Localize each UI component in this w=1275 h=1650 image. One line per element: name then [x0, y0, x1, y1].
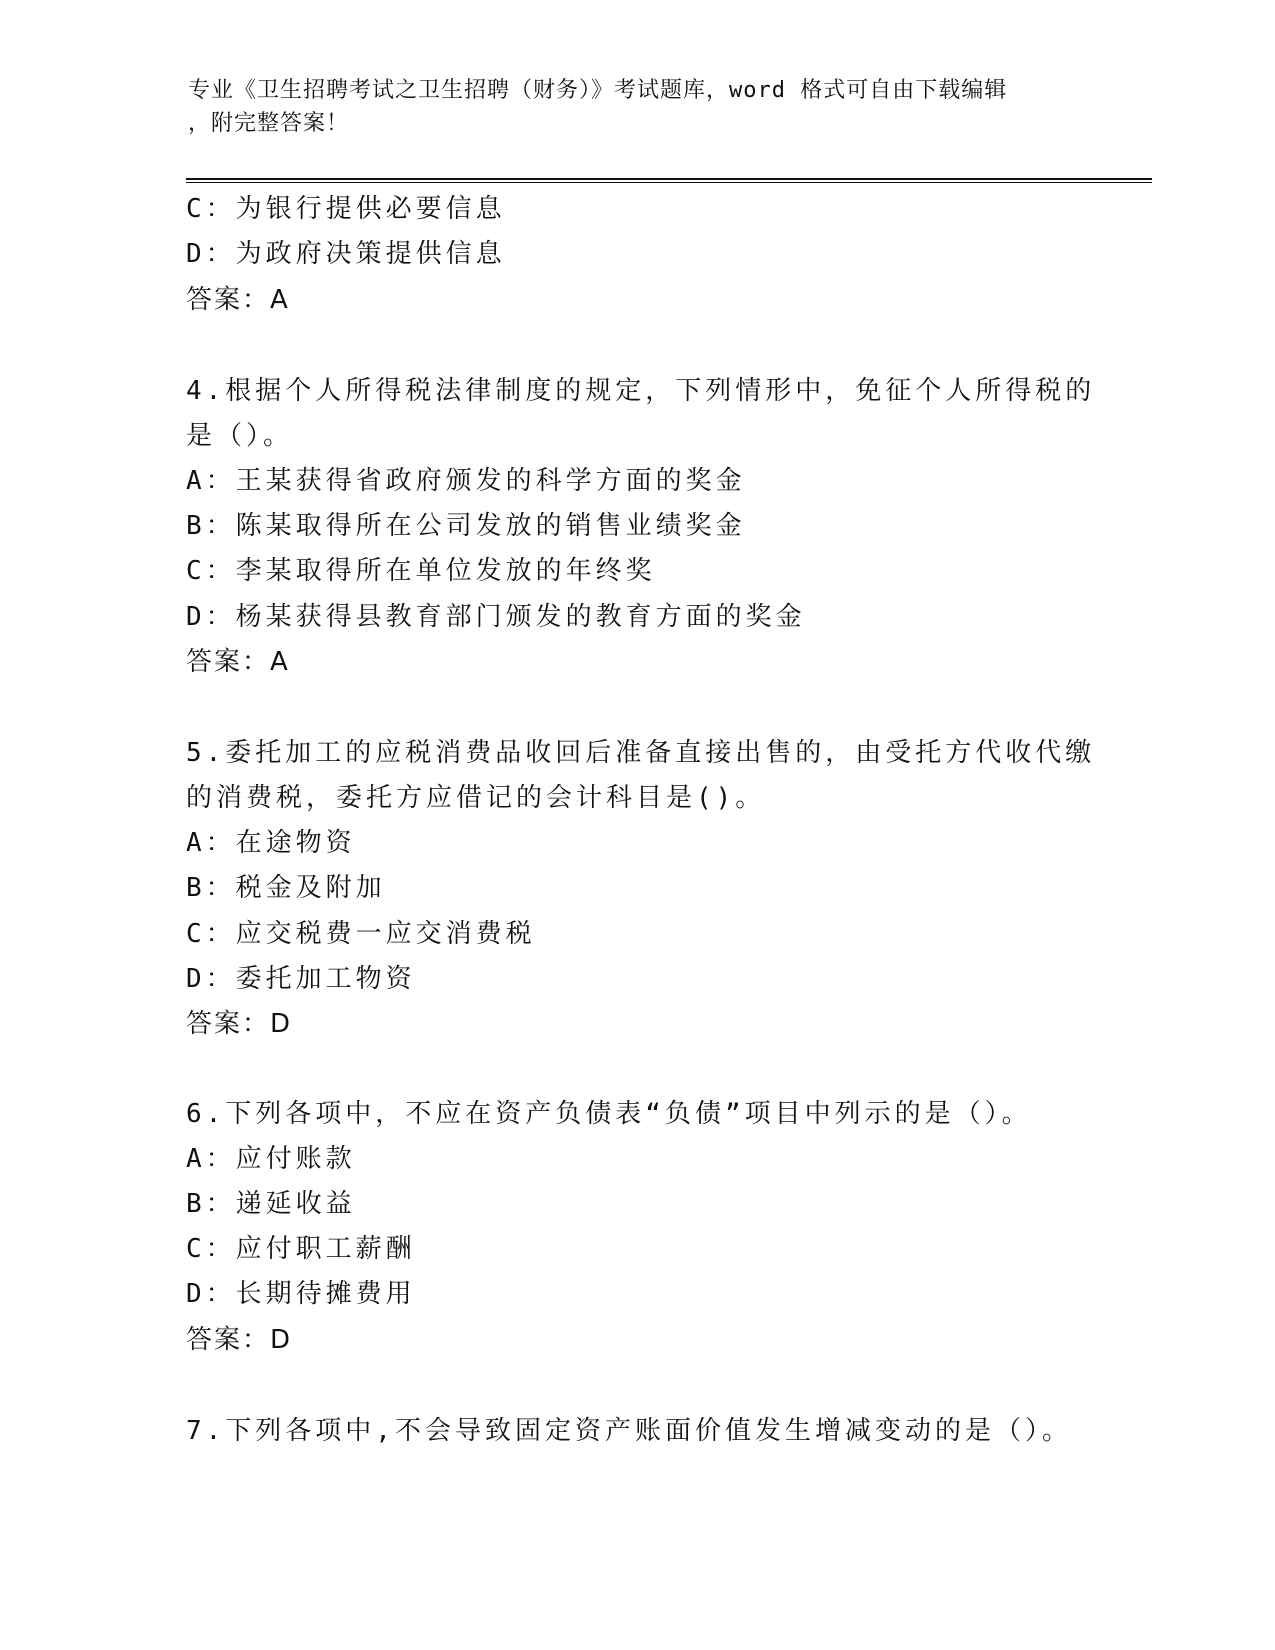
q4-option-a: A：王某获得省政府颁发的科学方面的奖金 — [186, 466, 746, 496]
q3-option-d: D：为政府决策提供信息 — [186, 239, 506, 269]
q6-stem-line-1: 6.下列各项中，不应在资产负债表“负债”项目中列示的是（）。 — [186, 1099, 1032, 1129]
q4-option-c: C：李某取得所在单位发放的年终奖 — [186, 556, 656, 586]
q4-stem-line-1: 4.根据个人所得税法律制度的规定，下列情形中，免征个人所得税的 — [186, 376, 1096, 406]
q6-option-b: B：递延收益 — [186, 1189, 356, 1219]
q4-option-d: D：杨某获得县教育部门颁发的教育方面的奖金 — [186, 602, 806, 632]
q5-option-a: A：在途物资 — [186, 828, 356, 858]
header-line-1: 专业《卫生招聘考试之卫生招聘（财务）》考试题库，word 格式可自由下载编辑 — [188, 78, 1008, 103]
q7-stem-line-1: 7.下列各项中,不会导致固定资产账面价值发生增减变动的是（）。 — [186, 1416, 1072, 1446]
q4-stem-line-2: 是（）。 — [186, 421, 294, 451]
q5-option-c: C：应交税费一应交消费税 — [186, 919, 536, 949]
q5-answer: 答案：D — [186, 1009, 293, 1039]
q6-option-d: D：长期待摊费用 — [186, 1279, 416, 1309]
q6-option-c: C：应付职工薪酬 — [186, 1234, 416, 1264]
q4-answer: 答案：A — [186, 647, 290, 677]
q5-option-d: D：委托加工物资 — [186, 964, 416, 994]
q6-answer: 答案：D — [186, 1325, 293, 1355]
q4-option-b: B：陈某取得所在公司发放的销售业绩奖金 — [186, 511, 746, 541]
header-rule-thick — [186, 178, 1152, 180]
header-rule-thin — [186, 182, 1152, 183]
q6-option-a: A：应付账款 — [186, 1144, 356, 1174]
header-line-2: ，附完整答案！ — [188, 111, 350, 136]
q5-option-b: B：税金及附加 — [186, 873, 386, 903]
q3-answer: 答案：A — [186, 285, 290, 315]
document-header — [188, 74, 1088, 140]
q3-option-c: C：为银行提供必要信息 — [186, 194, 506, 224]
q5-stem-line-2: 的消费税，委托方应借记的会计科目是()。 — [186, 783, 766, 813]
q5-stem-line-1: 5.委托加工的应税消费品收回后准备直接出售的，由受托方代收代缴 — [186, 738, 1096, 768]
